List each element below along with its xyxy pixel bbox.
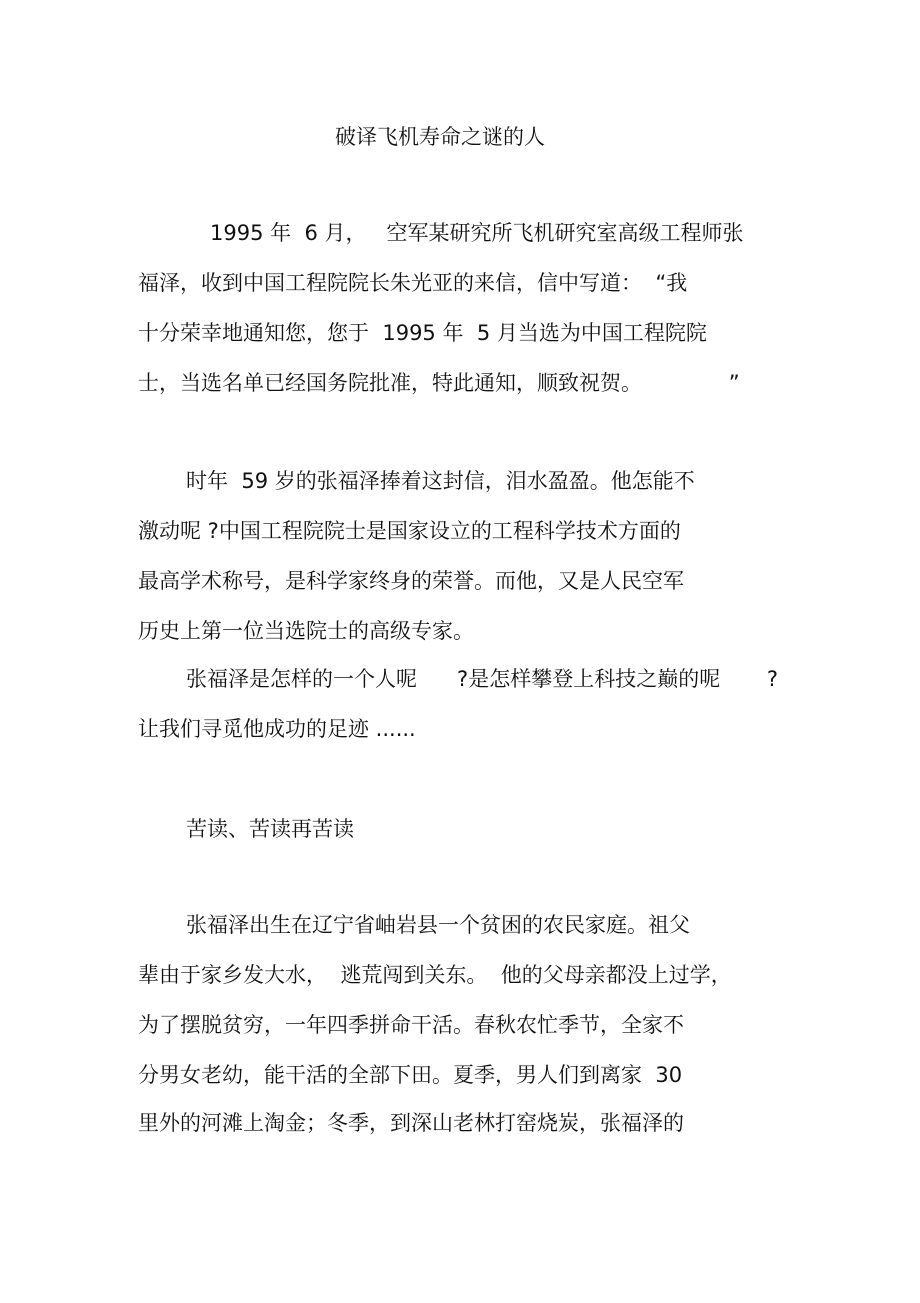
- paragraph-line: 最高学术称号，是科学家终身的荣誉。而他，又是人民空军: [138, 569, 684, 593]
- paragraph-line: 让我们寻觅他成功的足迹 ......: [138, 717, 416, 741]
- paragraph-line: 里外的河滩上淘金；冬季，到深山老林打窑烧炭，张福泽的: [138, 1111, 684, 1135]
- paragraph-line: 士，当选名单已经国务院批准，特此通知，顺致祝贺。 ”: [138, 371, 740, 395]
- section-heading: 苦读、苦读再苦读: [186, 817, 354, 841]
- paragraph-line: 历史上第一位当选院士的高级专家。: [138, 619, 474, 643]
- paragraph-line: 张福泽出生在辽宁省岫岩县一个贫困的农民家庭。祖父: [186, 913, 690, 937]
- paragraph-line: 时年 59 岁的张福泽捧着这封信，泪水盈盈。他怎能不: [186, 469, 695, 493]
- paragraph-line: 福泽，收到中国工程院院长朱光亚的来信，信中写道： “我: [138, 271, 688, 295]
- paragraph-line: 为了摆脱贫穷，一年四季拼命干活。春秋农忙季节，全家不: [138, 1013, 684, 1037]
- paragraph-line: 激动呢 ?中国工程院院士是国家设立的工程科学技术方面的: [138, 519, 681, 543]
- paragraph-line: 1995 年 6 月， 空军某研究所飞机研究室高级工程师张: [210, 221, 744, 245]
- paragraph-line: 十分荣幸地通知您，您于 1995 年 5 月当选为中国工程院院: [138, 321, 707, 345]
- paragraph-line: 张福泽是怎样的一个人呢 ?是怎样攀登上科技之巅的呢 ?: [186, 667, 779, 691]
- paragraph-line: 分男女老幼，能干活的全部下田。夏季，男人们到离家 30: [138, 1063, 683, 1087]
- paragraph-line: 辈由于家乡发大水， 逃荒闯到关东。 他的父母亲都没上过学，: [138, 963, 732, 987]
- document-title: 破译飞机寿命之谜的人: [335, 125, 545, 149]
